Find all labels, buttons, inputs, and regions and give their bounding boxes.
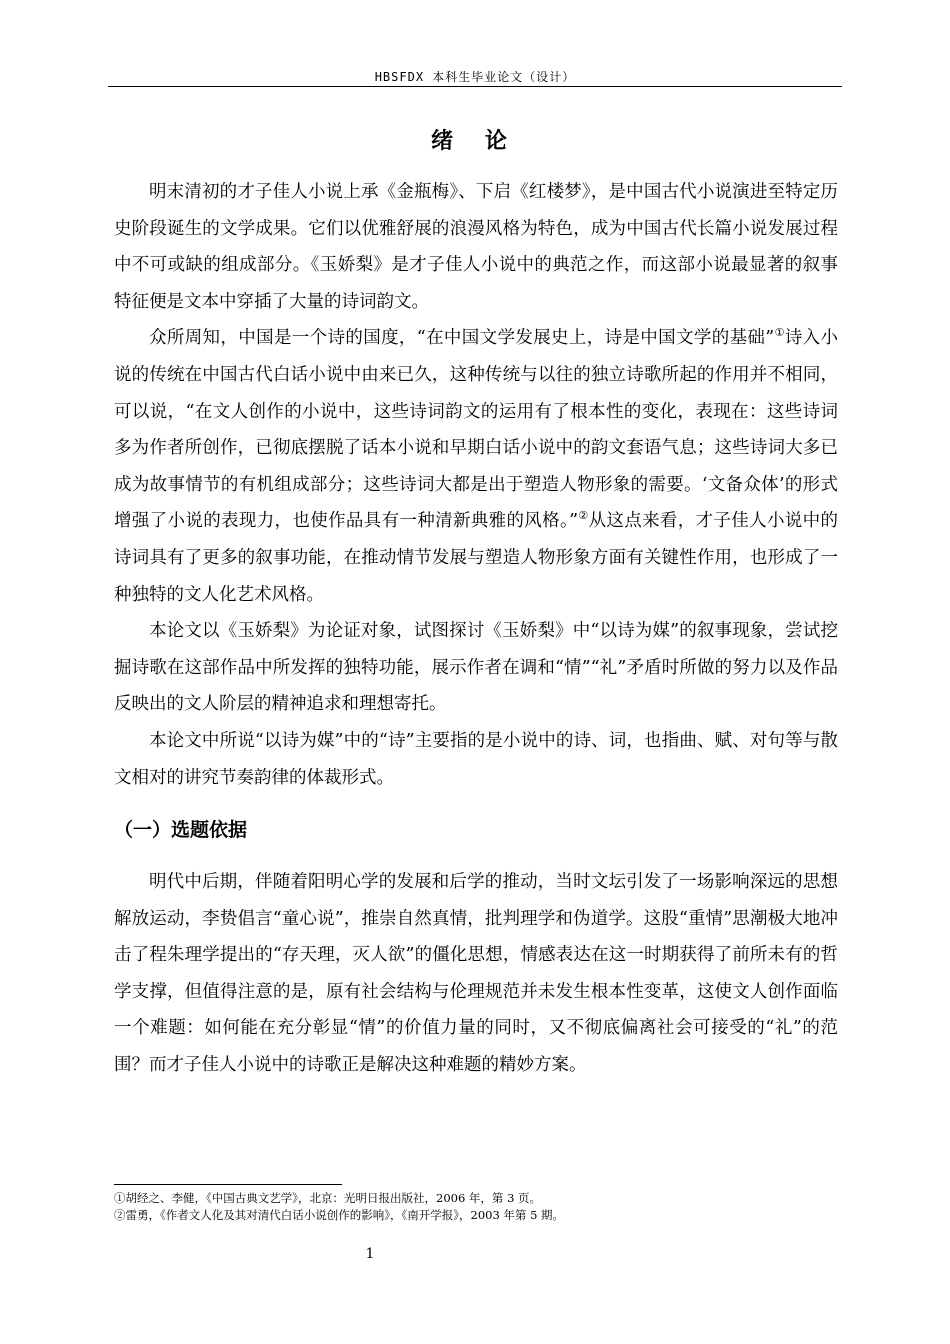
- footnote: ①胡经之、李健，《中国古典文艺学》，北京：光明日报出版社，2006 年，第 3 页。: [114, 1191, 542, 1205]
- paragraph-text: 诗入小说的传统在中国古代白话小说中由来已久，这种传统与以往的独立诗歌所起的作用并不相同，可以说，“在文人创作的小说中，这些诗词韵文的运用有了根本性的变化，表现在：这些诗词多为作者所创作，已彻底摆脱了话本小说和早期白话小说中的韵文套语气息；这些诗词大多已成为故事情节的有机组成部分；这些诗词大都是出于塑造人物形象的需要。‘文备众体’的形式增强了小说的表现力，也使作品具有一种清新典雅的风格。”: [114, 328, 839, 532]
- paragraph-text: 从这点来看，才子佳人小说中的诗词具有了更多的叙事功能，在推动情节发展与塑造人物形象方面有关键性作用，也形成了一种独特的文人化艺术风格。: [114, 511, 838, 605]
- footnote: ②雷勇，《作者文人化及其对清代白话小说创作的影响》，《南开学报》，2003 年第 5 期。: [114, 1208, 565, 1222]
- header-rule: [108, 86, 842, 87]
- paragraph: 本论文中所说“以诗为媒”中的“诗”主要指的是小说中的诗、词，也指曲、赋、对句等与散文相对的讲究节奏韵律的体裁形式。: [114, 730, 838, 788]
- footnote-reference: ②: [578, 509, 589, 523]
- page-number: 1: [365, 1246, 375, 1262]
- chapter-title: 绪 论: [431, 129, 519, 154]
- paragraph: 本论文以《玉娇梨》为论证对象，试图探讨《玉娇梨》中“以诗为媒”的叙事现象，尝试挖掘诗歌在这部作品中所发挥的独特功能，展示作者在调和“情”“礼”矛盾时所做的努力以及作品反映出的文人阶层的精神追求和理想寄托。: [114, 621, 838, 715]
- footnote-reference: ①: [774, 326, 785, 340]
- footnotes: [114, 1190, 838, 1224]
- body-text: [114, 174, 838, 1084]
- paragraph: [114, 320, 838, 613]
- running-header: HBSFDX 本科生毕业论文（设计）: [374, 70, 576, 84]
- paragraph: 明代中后期，伴随着阳明心学的发展和后学的推动，当时文坛引发了一场影响深远的思想解放运动，李贽倡言“童心说”，推崇自然真情，批判理学和伪道学。这股“重情”思潮极大地冲击了程朱理学提出的“存天理，灭人欲”的僵化思想，情感表达在这一时期获得了前所未有的哲学支撑，但值得注意的是，原有社会结构与伦理规范并未发生根本性变革，这使文人创作面临一个难题：如何能在充分彰显“情”的价值力量的同时，又不彻底偏离社会可接受的“礼”的范围？而才子佳人小说中的诗歌正是解决这种难题的精妙方案。: [114, 872, 838, 1076]
- footnote-rule: [114, 1184, 342, 1185]
- paragraph: 明末清初的才子佳人小说上承《金瓶梅》、下启《红楼梦》，是中国古代小说演进至特定历史阶段诞生的文学成果。它们以优雅舒展的浪漫风格为特色，成为中国古代长篇小说发展过程中不可或缺的组成部分。《玉娇梨》是才子佳人小说中的典范之作，而这部小说最显著的叙事特征便是文本中穿插了大量的诗词韵文。: [114, 182, 838, 312]
- paragraph-text: 众所周知，中国是一个诗的国度，“在中国文学发展史上，诗是中国文学的基础”: [149, 328, 775, 349]
- section-heading: （一）选题依据: [114, 819, 248, 842]
